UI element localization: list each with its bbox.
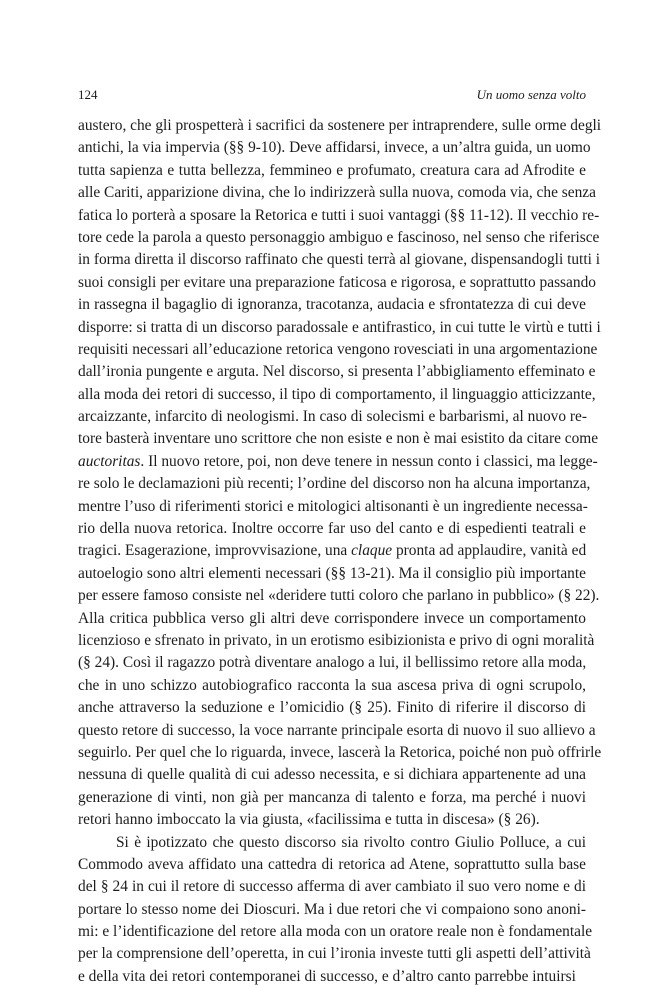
text-line: [78, 809, 586, 831]
text-line: [78, 540, 586, 562]
paragraph: [78, 832, 586, 988]
text-line: [78, 652, 586, 674]
text-run: alla moda dei retori di successo, il tipo di comportamento, il linguaggio atticizzante,: [78, 386, 596, 403]
text-run: mentre l’uso di riferimenti storici e mitologici altisonanti è un ingrediente necessa-: [78, 498, 588, 515]
text-line: [78, 943, 586, 965]
text-line: [78, 115, 586, 137]
text-line: [78, 876, 586, 898]
text-line: [78, 451, 586, 473]
text-run: . Il nuovo retore, poi, non deve tenere in nessun conto i classici, ma legge-: [140, 453, 597, 470]
text-run: generazione di vinti, non già per mancanza di talento e forza, ma perché i nuovi: [78, 789, 586, 806]
text-run: tore cede la parola a questo personaggio ambiguo e fascinoso, nel senso che riferisce: [78, 229, 599, 246]
page-number: 124: [78, 86, 98, 104]
text-run: per la comprensione dell’operetta, in cui l’ironia investe tutti gli aspetti dell’attività: [78, 945, 591, 962]
text-line: [78, 832, 586, 854]
text-line: [78, 361, 586, 383]
text-line: [78, 294, 586, 316]
text-line: [78, 966, 586, 988]
text-run: tutta sapienza e tutta bellezza, femmineo e profumato, creatura cara ad Afrodite e: [78, 162, 586, 179]
text-run: che in uno schizzo autobiografico racconta la sua ascesa priva di ogni scrupolo,: [78, 677, 586, 694]
text-run: licenzioso e sfrenato in privato, in un erotismo esibizionista e privo di ogni moralità: [78, 632, 594, 649]
text-run: Commodo aveva affidato una cattedra di retorica ad Atene, soprattutto sulla base: [78, 856, 586, 873]
text-line: [78, 585, 586, 607]
text-line: [78, 630, 586, 652]
text-run: disporre: si tratta di un discorso paradossale e antifrastico, in cui tutte le virtù e tutti i: [78, 319, 601, 336]
italic-term: claque: [351, 542, 392, 559]
running-title: Un uomo senza volto: [477, 86, 586, 104]
text-run: tore basterà inventare uno scrittore che non esiste e non è mai esistito da citare come: [78, 430, 598, 447]
italic-term: auctoritas: [78, 453, 140, 470]
text-run: del § 24 in cui il retore di successo afferma di aver cambiato il suo vero nome e di: [78, 878, 586, 895]
text-run: austero, che gli prospetterà i sacrifici da sostenere per intraprendere, sulle orme degli: [78, 117, 601, 134]
text-run: (§ 24). Così il ragazzo potrà diventare analogo a lui, il bellissimo retore alla moda,: [78, 654, 586, 671]
text-run: in rassegna il bagaglio di ignoranza, tracotanza, audacia e sfrontatezza di cui deve: [78, 296, 586, 313]
text-line: [78, 742, 586, 764]
text-run: anche attraverso la seduzione e l’omicidio (§ 25). Finito di riferire il discorso di: [78, 699, 586, 716]
text-line: [78, 854, 586, 876]
text-run: mi: e l’identificazione del retore alla moda con un oratore reale non è fondamentale: [78, 923, 592, 940]
text-line: [78, 608, 586, 630]
text-line: [78, 227, 586, 249]
text-run: pronta ad applaudire, vanità ed: [392, 542, 586, 559]
text-run: re solo le declamazioni più recenti; l’ordine del discorso non ha alcuna importanza,: [78, 475, 590, 492]
text-line: [78, 406, 586, 428]
text-line: [78, 384, 586, 406]
text-line: [78, 518, 586, 540]
text-line: [78, 563, 586, 585]
body-text: [78, 115, 586, 988]
text-line: [78, 160, 586, 182]
text-line: [78, 720, 586, 742]
text-line: [78, 428, 586, 450]
text-run: requisiti necessari all’educazione retorica vengono rovesciati in una argomentazione: [78, 341, 597, 358]
text-run: seguirlo. Per quel che lo riguarda, invece, lascerà la Retorica, poiché non può offrirle: [78, 744, 601, 761]
text-run: autoelogio sono altri elementi necessari (§§ 13-21). Ma il consiglio più importante: [78, 565, 586, 582]
text-line: [78, 182, 586, 204]
text-run: suoi consigli per evitare una preparazione faticosa e rigorosa, e soprattutto passando: [78, 274, 596, 291]
text-run: dall’ironia pungente e arguta. Nel discorso, si presenta l’abbigliamento effeminato e: [78, 363, 595, 380]
text-line: [78, 272, 586, 294]
text-run: nessuna di quelle qualità di cui adesso necessita, e si dichiara appartenente ad una: [78, 766, 586, 783]
text-run: alle Cariti, apparizione divina, che lo indirizzerà sulla nuova, comoda via, che senza: [78, 184, 596, 201]
text-line: [78, 496, 586, 518]
paragraph: [78, 115, 586, 832]
text-run: Alla critica pubblica verso gli altri deve corrispondere invece un comportamento: [78, 610, 586, 627]
text-line: [78, 675, 586, 697]
text-line: [78, 921, 586, 943]
text-run: e della vita dei retori contemporanei di successo, e d’altro canto parrebbe intuirsi: [78, 968, 576, 985]
text-line: [78, 137, 586, 159]
text-run: per essere famoso consiste nel «deridere tutti coloro che parlano in pubblico» (§ 22).: [78, 587, 599, 604]
text-run: antichi, la via impervia (§§ 9-10). Deve affidarsi, invece, a un’altra guida, un uomo: [78, 139, 591, 156]
text-line: [78, 339, 586, 361]
text-run: Si è ipotizzato che questo discorso sia rivolto contro Giulio Polluce, a cui: [116, 834, 586, 851]
text-run: fatica lo porterà a sposare la Retorica e tutti i suoi vantaggi (§§ 11-12). Il vecchio re-: [78, 207, 599, 224]
text-run: questo retore di successo, la voce narrante principale esorta di nuovo il suo allievo a: [78, 722, 596, 739]
text-line: [78, 205, 586, 227]
text-run: portare lo stesso nome dei Dioscuri. Ma i due retori che vi compaiono sono anoni-: [78, 901, 586, 918]
running-head: [78, 86, 586, 104]
text-line: [78, 764, 586, 786]
text-run: retori hanno imboccato la via giusta, «facilissima e tutta in discesa» (§ 26).: [78, 811, 540, 828]
text-line: [78, 899, 586, 921]
text-run: arcaizzante, infarcito di neologismi. In caso di solecismi e barbarismi, al nuovo re-: [78, 408, 587, 425]
text-line: [78, 249, 586, 271]
text-line: [78, 317, 586, 339]
text-line: [78, 697, 586, 719]
text-run: in forma diretta il discorso raffinato che questi terrà al giovane, dispensandogli tutti i: [78, 251, 600, 268]
text-line: [78, 787, 586, 809]
text-run: rio della nuova retorica. Inoltre occorre far uso del canto e di espedienti teatrali e: [78, 520, 586, 537]
text-line: [78, 473, 586, 495]
text-run: tragici. Esagerazione, improvvisazione, una: [78, 542, 351, 559]
